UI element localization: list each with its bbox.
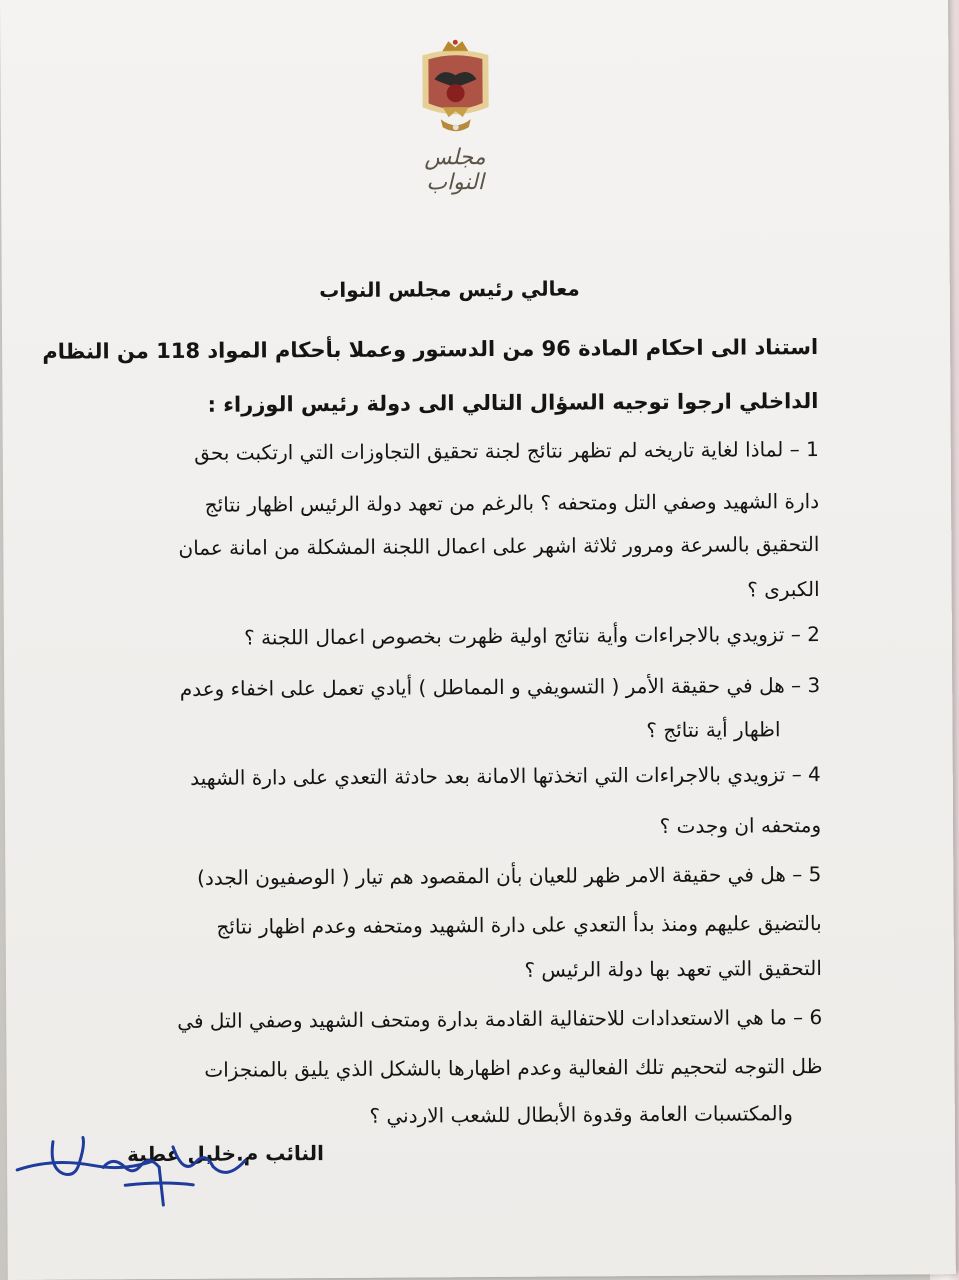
question-line: 1 – لماذا لغاية تاريخه لم تظهر نتائج لجنة تحقيق التجاوزات التي ارتكبت بحق [194, 437, 819, 465]
question-line: التحقيق التي تعهد بها دولة الرئيس ؟ [524, 955, 823, 982]
question-line: 3 – هل في حقيقة الأمر ( التسويفي و المماطل ) أيادي تعمل على اخفاء وعدم [179, 673, 821, 701]
handwritten-signature [13, 1126, 314, 1218]
signature-strokes [17, 1137, 245, 1206]
intro-line: استناد الى احكام المادة 96 من الدستور وعملا بأحكام المواد 118 من النظام [42, 335, 819, 364]
question-line: التحقيق بالسرعة ومرور ثلاثة اشهر على اعمال اللجنة المشكلة من امانة عمان [178, 532, 820, 560]
question-line: اظهار أية نتائج ؟ [646, 717, 781, 743]
salutation: معالي رئيس مجلس النواب [319, 276, 580, 303]
signature-label: النائب م.خليل عطية [126, 1141, 325, 1167]
intro-line: الداخلي ارجوا توجيه السؤال التالي الى دولة رئيس الوزراء : [207, 389, 819, 417]
question-line: ظل التوجه لتحجيم تلك الفعالية وعدم اظهارها بالشكل الذي يليق بالمنجزات [204, 1053, 823, 1082]
question-line: بالتضيق عليهم ومنذ بدأ التعدي على دارة الشهيد ومتحفه وعدم اظهار نتائج [216, 910, 822, 939]
question-line: والمكتسبات العامة وقدوة الأبطال للشعب الاردني ؟ [369, 1101, 793, 1128]
question-line: دارة الشهيد وصفي التل ومتحفه ؟ بالرغم من تعهد دولة الرئيس اظهار نتائج [204, 489, 820, 517]
question-line: الكبرى ؟ [747, 577, 820, 602]
question-line: 4 – تزويدي بالاجراءات التي اتخذتها الامانة بعد حادثة التعدي على دارة الشهيد [190, 762, 821, 790]
question-line: 5 – هل في حقيقة الامر ظهر للعيان بأن المقصود هم تيار ( الوصفيون الجدد) [197, 861, 822, 890]
council-logo-text: مجلس النواب [424, 145, 486, 196]
question-line: ومتحفه ان وجدت ؟ [659, 813, 822, 838]
jordan-royal-coat-of-arms-icon [412, 37, 499, 138]
question-line: 6 – ما هي الاستعدادات للاحتفالية القادمة بدارة ومتحف الشهيد وصفي التل في [177, 1004, 823, 1033]
letter-body [42, 275, 823, 1128]
question-line: 2 – تزويدي بالاجراءات وأية نتائج اولية ظهرت بخصوص اعمال اللجنة ؟ [244, 622, 820, 650]
